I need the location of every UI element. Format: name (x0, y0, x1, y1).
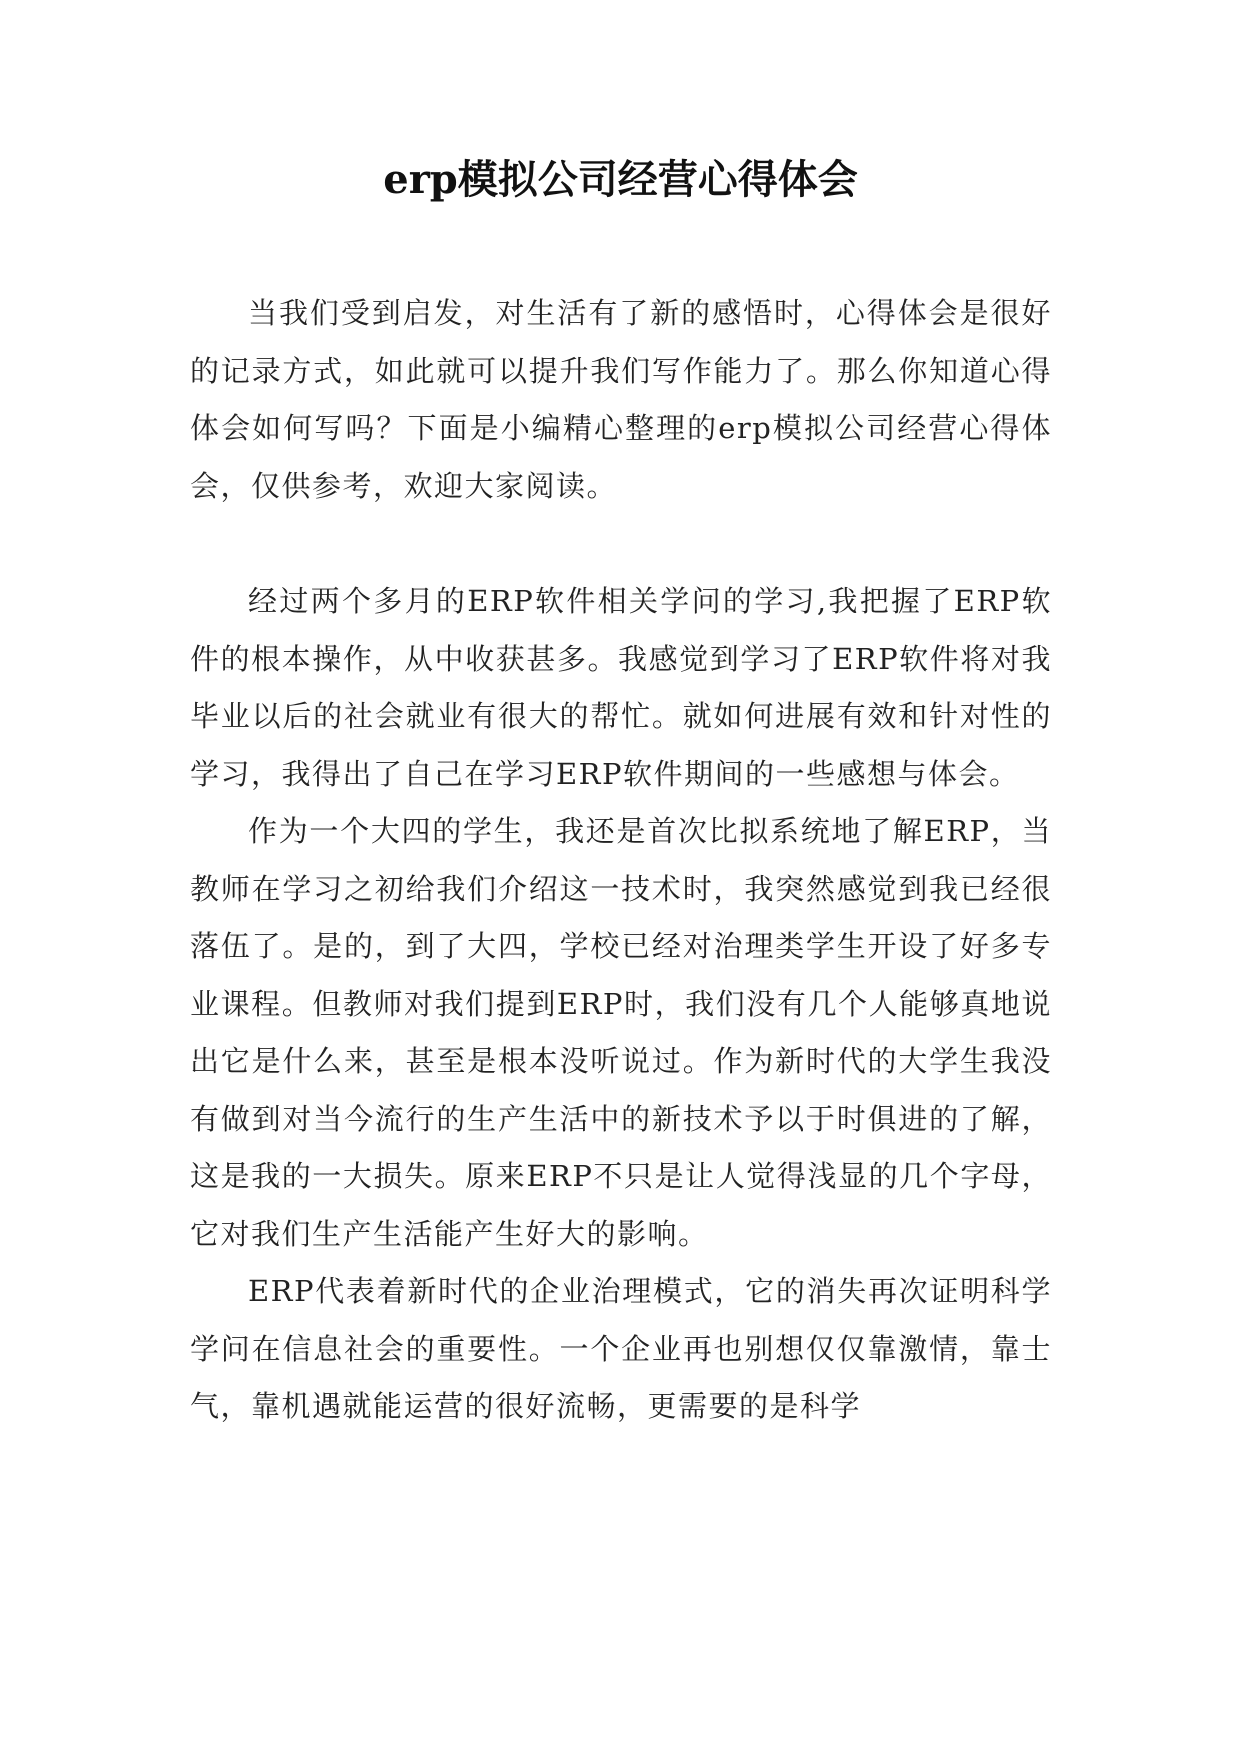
paragraph-erp-learning: 经过两个多月的ERP软件相关学问的学习,我把握了ERP软件的根本操作，从中收获甚多。我感觉到学习了ERP软件将对我毕业以后的社会就业有很大的帮忙。就如何进展有效和针对性的学习，我得出了自己在学习ERP软件期间的一些感想与体会。 (190, 584, 1052, 791)
paragraph-intro: 当我们受到启发，对生活有了新的感悟时，心得体会是很好的记录方式，如此就可以提升我们写作能力了。那么你知道心得体会如何写吗？下面是小编精心整理的erp模拟公司经营心得体会，仅供参考，欢迎大家阅读。 (190, 296, 1052, 503)
paragraph-senior-student: 作为一个大四的学生，我还是首次比拟系统地了解ERP，当教师在学习之初给我们介绍这一技术时，我突然感觉到我已经很落伍了。是的，到了大四，学校已经对治理类学生开设了好多专业课程。但教师对我们提到ERP时，我们没有几个人能够真地说出它是什么来，甚至是根本没听说过。作为新时代的大学生我没有做到对当今流行的生产生活中的新技术予以于时俱进的了解，这是我的一大损失。原来ERP不只是让人觉得浅显的几个字母，它对我们生产生活能产生好大的影响。 (190, 814, 1052, 1251)
document-title: erp模拟公司经营心得体会 (383, 156, 858, 203)
document-body (190, 285, 1052, 1436)
paragraph-erp-management: ERP代表着新时代的企业治理模式，它的消失再次证明科学学问在信息社会的重要性。一个企业再也别想仅仅靠激情，靠士气，靠机遇就能运营的很好流畅，更需要的是科学 (190, 1274, 1052, 1423)
